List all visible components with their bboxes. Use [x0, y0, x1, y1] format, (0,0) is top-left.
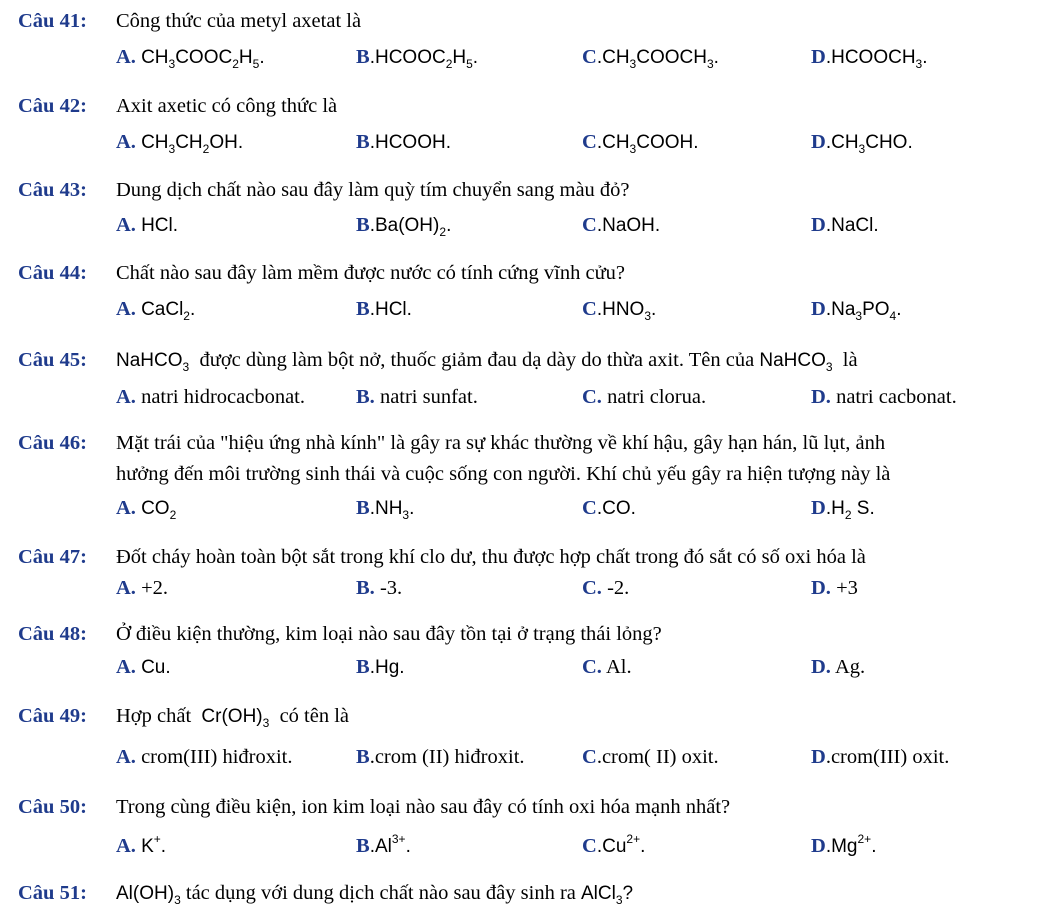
option-b[interactable]: B.HCOOH. — [356, 131, 451, 153]
question-stem: Hợp chất — [116, 705, 192, 727]
question-stem: Ở điều kiện thường, kim loại nào sau đây tồn tại ở trạng thái lỏng? — [116, 623, 662, 645]
option-c[interactable]: C. -2. — [582, 577, 630, 599]
question-stem-end: có tên là — [279, 705, 350, 727]
option-a[interactable]: A. natri hidrocacbonat. — [116, 386, 305, 408]
question-44 — [18, 262, 625, 285]
option-d[interactable]: D. natri cacbonat. — [811, 386, 957, 408]
option-c[interactable]: C.CO. — [582, 497, 636, 519]
question-51 — [18, 882, 633, 907]
question-stem: tác dụng với dung dịch chất nào sau đây sinh ra — [185, 882, 576, 904]
question-number: Câu 43: — [18, 179, 87, 201]
option-a[interactable]: A. HCl. — [116, 214, 179, 236]
question-42 — [18, 95, 337, 118]
option-a[interactable]: A. $CH_3COOC_2H_5$. — [116, 46, 265, 71]
option-b[interactable]: $B.NH_3$. — [356, 497, 415, 522]
option-b[interactable]: B. natri sunfat. — [356, 386, 478, 408]
question-47 — [18, 546, 866, 569]
option-d[interactable]: $D.Na_3PO_4$. — [811, 298, 902, 323]
question-number: Câu 47: — [18, 546, 87, 568]
option-c[interactable]: $C.CH_3COOH$. — [582, 131, 699, 156]
option-d[interactable]: $D.Mg^{2+}$. — [811, 832, 877, 857]
option-c[interactable]: $C.Cu^{2+}$. — [582, 832, 646, 857]
formula-nahco3: NaHCO$_3$ — [116, 350, 190, 374]
question-46 — [18, 432, 885, 455]
question-number: Câu 48: — [18, 623, 87, 645]
option-a[interactable]: A. K+. — [116, 832, 167, 857]
option-d[interactable]: $D.HCOOCH_3$. — [811, 46, 928, 71]
option-c[interactable]: C.NaOH. — [582, 214, 661, 236]
formula-aloh3: $Al(OH)_3$ — [116, 883, 181, 907]
question-stem: Chất nào sau đây làm mềm được nước có tính cứng vĩnh cửu? — [116, 262, 626, 284]
question-number: Câu 45: — [18, 349, 87, 371]
option-d[interactable]: D. Ag. — [811, 656, 866, 678]
option-d[interactable]: $D.H_2$ S. — [811, 497, 875, 522]
option-b[interactable]: B. -3. — [356, 577, 403, 599]
option-a[interactable]: A. Cu. — [116, 656, 171, 678]
question-number: Câu 41: — [18, 10, 87, 32]
question-48 — [18, 623, 662, 646]
option-a[interactable]: A. crom(III) hiđroxit. — [116, 746, 293, 768]
question-50 — [18, 796, 730, 819]
question-number: Câu 46: — [18, 432, 87, 454]
question-stem-line-2: hưởng đến môi trường sinh thái và cuộc sống con người. Khí chủ yếu gây ra hiện tượng này là — [116, 463, 891, 485]
question-number: Câu 42: — [18, 95, 87, 117]
option-d[interactable]: $D.CH_3CHO$. — [811, 131, 913, 156]
option-b[interactable]: B.HCl. — [356, 298, 412, 320]
question-stem: Axit axetic có công thức là — [116, 95, 338, 117]
question-stem: Công thức của metyl axetat là — [116, 10, 362, 32]
question-number: Câu 51: — [18, 882, 87, 904]
question-stem: Đốt cháy hoàn toàn bột sắt trong khí clo dư, thu được hợp chất trong đó sắt có số oxi hóa là — [116, 546, 866, 568]
question-stem: Dung dịch chất nào sau đây làm quỳ tím chuyển sang màu đỏ? — [116, 179, 630, 201]
option-a[interactable]: A. +2. — [116, 577, 168, 599]
option-a[interactable]: A. $CH_3CH_2OH$. — [116, 131, 244, 156]
option-b[interactable]: $B.HCOOC_2H_5$. — [356, 46, 479, 71]
option-b[interactable]: B.Hg. — [356, 656, 405, 678]
option-c[interactable]: C. natri clorua. — [582, 386, 707, 408]
formula-alcl3: AlCl$_3$? — [581, 883, 634, 907]
option-c[interactable]: $C.CH_3COOCH_3$. — [582, 46, 719, 71]
option-b[interactable]: B.crom (II) hiđroxit. — [356, 746, 525, 768]
option-d[interactable]: D.NaCl. — [811, 214, 879, 236]
option-d[interactable]: D. +3 — [811, 577, 858, 599]
question-43 — [18, 179, 630, 202]
option-a[interactable]: A. CaCl$_2$. — [116, 298, 196, 323]
option-c[interactable]: C. Al. — [582, 656, 632, 678]
question-45 — [18, 349, 858, 374]
question-number: Câu 50: — [18, 796, 87, 818]
option-b[interactable]: $B.Ba(OH)_2$. — [356, 214, 452, 239]
option-a[interactable]: A. $CO_2$ — [116, 497, 177, 522]
question-number: Câu 49: — [18, 705, 87, 727]
option-c[interactable]: $C.HNO_3$. — [582, 298, 657, 323]
formula-nahco3: NaHCO$_3$ — [759, 350, 833, 374]
question-stem: Trong cùng điều kiện, ion kim loại nào sau đây có tính oxi hóa mạnh nhất? — [116, 796, 731, 818]
option-b[interactable]: $B.Al^{3+}$. — [356, 832, 411, 857]
question-stem: Mặt trái của "hiệu ứng nhà kính" là gây ra sự khác thường về khí hậu, gây hạn hán, lũ lụt, ảnh — [116, 432, 886, 454]
question-number: Câu 44: — [18, 262, 87, 284]
option-c[interactable]: C.crom( II) oxit. — [582, 746, 719, 768]
question-stem: được dùng làm bột nở, thuốc giảm đau dạ dày do thừa axit. Tên của — [199, 349, 755, 371]
question-41 — [18, 10, 361, 33]
question-stem-end: là — [842, 349, 858, 371]
question-49 — [18, 705, 349, 730]
option-d[interactable]: D.crom(III) oxit. — [811, 746, 950, 768]
formula-croh3: $Cr(OH)_3$ — [201, 706, 270, 730]
